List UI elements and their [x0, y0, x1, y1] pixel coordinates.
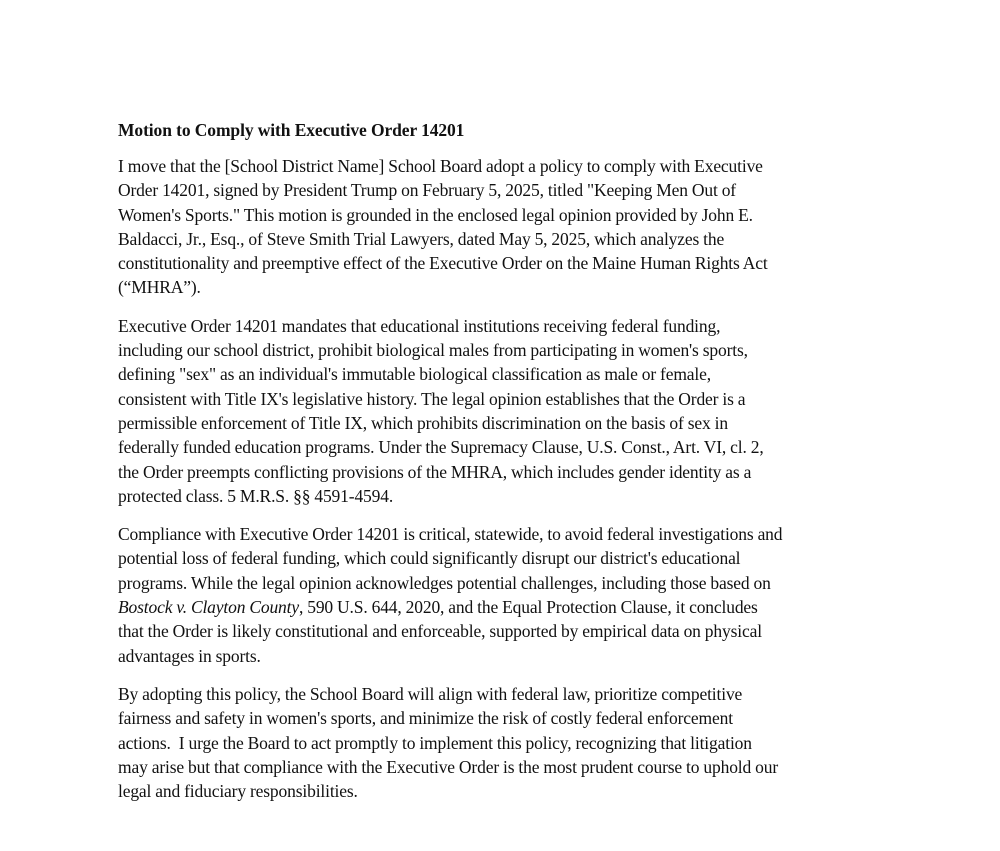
text-line: the Order preempts conflicting provisions of the MHRA, which includes gender identity as a — [118, 461, 752, 482]
text-line: constitutionality and preemptive effect of the Executive Order on the Maine Human Rights Act — [118, 253, 768, 274]
case-citation-rest: , 590 U.S. 644, 2020, and the Equal Protection Clause, it concludes — [298, 597, 758, 618]
text-line: Order 14201, signed by President Trump on February 5, 2025, titled "Keeping Men Out of — [118, 180, 736, 201]
text-line: may arise but that compliance with the Executive Order is the most prudent course to uphold our — [118, 756, 779, 777]
text-line: Women's Sports." This motion is grounded in the enclosed legal opinion provided by John E. — [118, 204, 753, 225]
paragraph-conclusion — [118, 682, 898, 803]
paragraph-order-summary — [118, 314, 898, 508]
text-line: Baldacci, Jr., Esq., of Steve Smith Trial Lawyers, dated May 5, 2025, which analyzes the — [118, 228, 725, 249]
case-name: Bostock v. Clayton County — [118, 597, 299, 618]
text-line: By adopting this policy, the School Board will align with federal law, prioritize competitive — [118, 683, 743, 704]
text-line: including our school district, prohibit biological males from participating in women's sports, — [118, 340, 748, 361]
text-line: potential loss of federal funding, which could significantly disrupt our district's educational — [118, 548, 741, 569]
text-line: defining "sex" as an individual's immutable biological classification as male or female, — [118, 364, 711, 385]
text-line: protected class. 5 M.R.S. §§ 4591-4594. — [118, 485, 394, 506]
text-line: I move that the [School District Name] School Board adopt a policy to comply with Executive — [118, 156, 763, 176]
text-line: actions. I urge the Board to act promptly to implement this policy, recognizing that litigation — [118, 732, 752, 753]
text-line: advantages in sports. — [118, 645, 261, 666]
text-line: consistent with Title IX's legislative history. The legal opinion establishes that the Order is a — [118, 388, 746, 409]
paragraph-compliance — [118, 522, 898, 668]
case-citation-line — [118, 595, 898, 619]
text-line: legal and fiduciary responsibilities. — [118, 781, 358, 802]
text-line: federally funded education programs. Under the Supremacy Clause, U.S. Const., Art. VI, cl. 2, — [118, 437, 764, 458]
text-line: programs. While the legal opinion acknowledges potential challenges, including those based on — [118, 572, 771, 593]
text-line: that the Order is likely constitutional and enforceable, supported by empirical data on physical — [118, 621, 762, 642]
text-line: Compliance with Executive Order 14201 is critical, statewide, to avoid federal investigations and — [118, 524, 783, 545]
document-page — [118, 118, 898, 817]
document-title: Motion to Comply with Executive Order 14201 — [118, 120, 465, 140]
text-line: permissible enforcement of Title IX, which prohibits discrimination on the basis of sex in — [118, 412, 728, 433]
paragraph-motion — [118, 154, 898, 300]
text-line: (“MHRA”). — [118, 277, 201, 298]
text-line: Executive Order 14201 mandates that educational institutions receiving federal funding, — [118, 315, 721, 336]
text-line: fairness and safety in women's sports, and minimize the risk of costly federal enforcement — [118, 708, 733, 729]
